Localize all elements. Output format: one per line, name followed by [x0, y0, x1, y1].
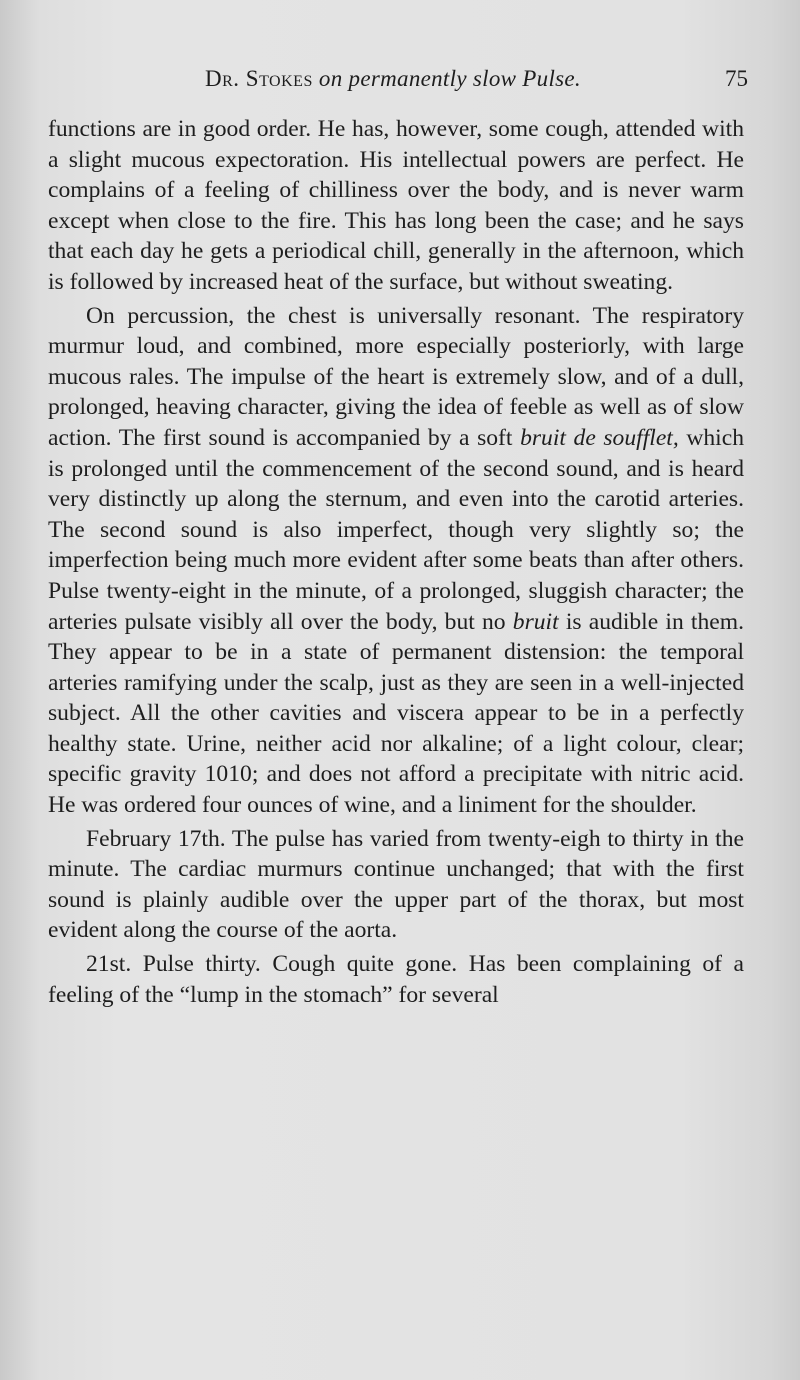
paragraph-text: February 17th. The pulse has varied from twenty-eigh to thirty in the minute. The cardiac murmurs continue unchanged; that with the first sound is plainly audible over the upper part of the thorax, but most evident along the course of the aorta. [48, 825, 744, 944]
paragraph-text: On percussion, the chest is universally resonant. The respiratory murmur loud, and combined, more especially posteriorly, with large mucous rales. The impulse of the heart is extremely slow, and of a dull, prolonged, heaving character, giving the idea of feeble as well as of slow action. The first sound is accompanied by a soft [48, 302, 744, 451]
running-title-author: Dr. Stokes [205, 66, 313, 91]
page-header [60, 66, 750, 106]
paragraph-text: is audible in them. They appear to be in a state of permanent distension: the temporal arteries ramifying under the scalp, just as they are seen in a well-injected subject. All the other cavities and viscera appear to be in a perfectly healthy state. Urine, neither acid nor alkaline; of a light colour, clear; specific gravity 1010; and does not afford a precipitate with nitric acid. He was ordered four ounces of wine, and a liniment for the shoulder. [48, 608, 744, 819]
running-title [205, 66, 581, 92]
italic-term-bruit-de-soufflet: bruit de soufflet, [520, 424, 679, 451]
paragraph-3 [48, 824, 744, 946]
paragraph-text: which is prolonged until the commencement of the second sound, and is heard very distinctly up along the sternum, and even into the carotid arteries. The second sound is also imperfect, though very slightly so; the imperfection being much more evident after some beats than after others. Pulse twenty-eight in the minute, of a prolonged, sluggish character; the arteries pulsate visibly all over the body, but no [48, 424, 744, 635]
paragraph-4 [48, 949, 744, 1010]
running-title-topic: on permanently slow Pulse. [318, 66, 581, 91]
paragraph-2 [48, 301, 744, 821]
body-text [48, 114, 744, 1010]
paragraph-1 [48, 114, 744, 298]
italic-term-bruit: bruit [512, 608, 559, 635]
page-number: 75 [725, 66, 748, 91]
paragraph-text: 21st. Pulse thirty. Cough quite gone. Has been complaining of a feeling of the “lump in the stomach” for several [48, 951, 744, 1008]
paragraph-text: functions are in good order. He has, however, some cough, attended with a slight mucous expectoration. His intellectual powers are perfect. He complains of a feeling of chilliness over the body, and is never warm except when close to the fire. This has long been the case; and he says that each day he gets a periodical chill, generally in the afternoon, which is followed by increased heat of the surface, but without sweating. [48, 116, 744, 295]
